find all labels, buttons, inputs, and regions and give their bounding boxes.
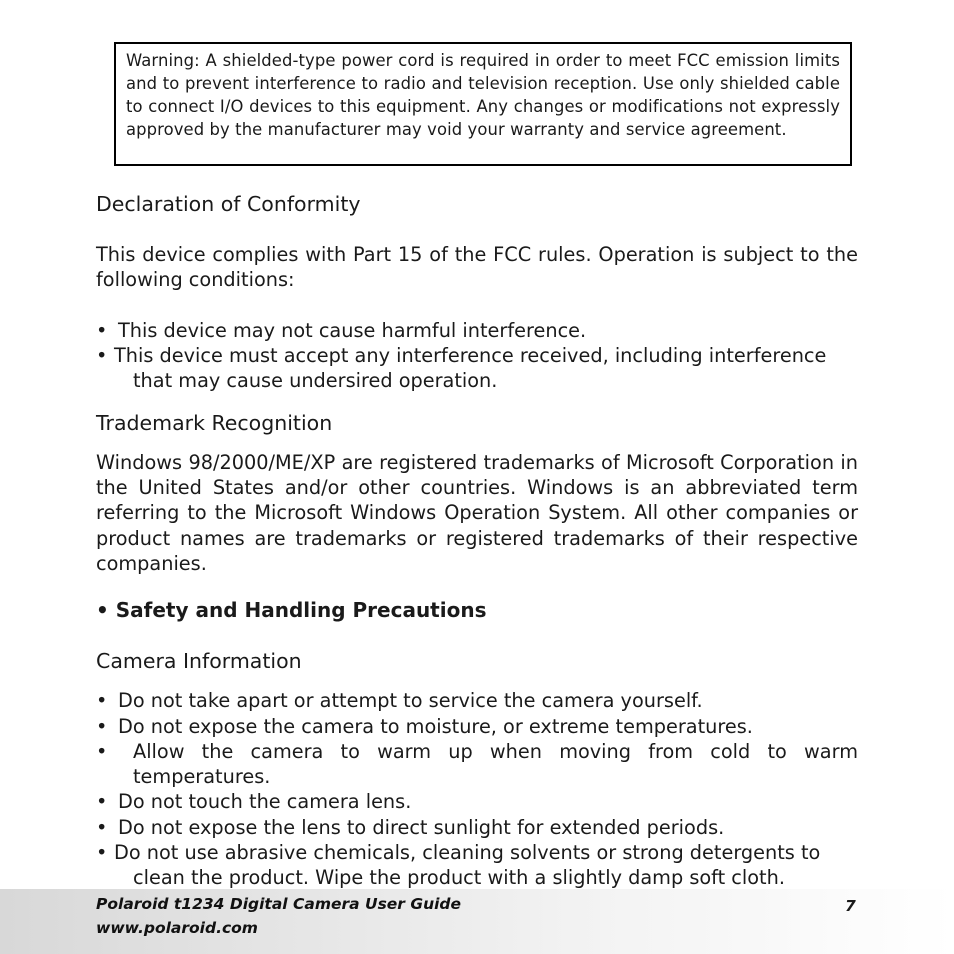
list-item: • Do not use abrasive chemicals, cleaning solvents or strong detergents to clean the product. Wipe the product with a slightly damp soft cloth. xyxy=(96,840,858,890)
list-item-text: Allow the camera to warm up when moving from cold to warm xyxy=(133,740,858,763)
list-item-continuation: that may cause undersired operation. xyxy=(133,369,498,393)
list-item: • Do not expose the lens to direct sunlight for extended periods. xyxy=(96,816,725,839)
warning-box xyxy=(114,42,852,166)
list-item-text: Do not use abrasive chemicals, cleaning solvents or strong detergents to xyxy=(114,841,821,864)
list-item: • Allow the camera to warm up when moving from cold to warm temperatures. xyxy=(96,740,858,789)
conformity-intro: This device complies with Part 15 of the FCC rules. Operation is subject to the following conditions: xyxy=(96,243,858,292)
list-item-text: Do not touch the camera lens. xyxy=(118,790,412,813)
trademark-text: Windows 98/2000/ME/XP are registered trademarks of Microsoft Corporation in the United States and/or other countries. Windows is an abbreviated term referring to the Microsoft Windows Operation System. All other companies or product names are trademarks or registered trademarks of their respective companies. xyxy=(96,451,858,575)
list-item: • Do not expose the camera to moisture, or extreme temperatures. xyxy=(96,715,753,738)
page-footer xyxy=(0,889,954,954)
list-item: • This device must accept any interference received, including interference that may cause undersired operation. xyxy=(96,343,858,393)
list-item-text: Do not expose the lens to direct sunlight for extended periods. xyxy=(118,816,725,839)
trademark-heading: Trademark Recognition xyxy=(96,411,333,435)
footer-title: Polaroid t1234 Digital Camera User Guide xyxy=(96,895,462,913)
conformity-heading: Declaration of Conformity xyxy=(96,192,361,216)
list-item-text: This device may not cause harmful interference. xyxy=(118,319,587,342)
safety-heading: • Safety and Handling Precautions xyxy=(96,598,487,622)
list-item: • Do not touch the camera lens. xyxy=(96,790,412,813)
list-item-text: Do not expose the camera to moisture, or extreme temperatures. xyxy=(118,715,753,738)
list-item: • Do not take apart or attempt to service the camera yourself. xyxy=(96,689,703,712)
warning-text: Warning: A shielded-type power cord is required in order to meet FCC emission limits and to prevent interference to radio and television reception. Use only shielded cable to connect I/O devices to this equipment. Any changes or modifications not expressly approved by the manufacturer may void your warranty and service agreement. xyxy=(126,51,840,139)
list-item-text: Do not take apart or attempt to service the camera yourself. xyxy=(118,689,703,712)
list-item-continuation: temperatures. xyxy=(133,765,271,789)
page-number: 7 xyxy=(845,897,856,915)
footer-url: www.polaroid.com xyxy=(96,919,258,937)
camera-heading: Camera Information xyxy=(96,649,302,673)
list-item: • This device may not cause harmful interference. xyxy=(96,319,587,342)
list-item-text: This device must accept any interference received, including interference xyxy=(114,344,827,367)
list-item-continuation: clean the product. Wipe the product with a slightly damp soft cloth. xyxy=(133,866,785,890)
